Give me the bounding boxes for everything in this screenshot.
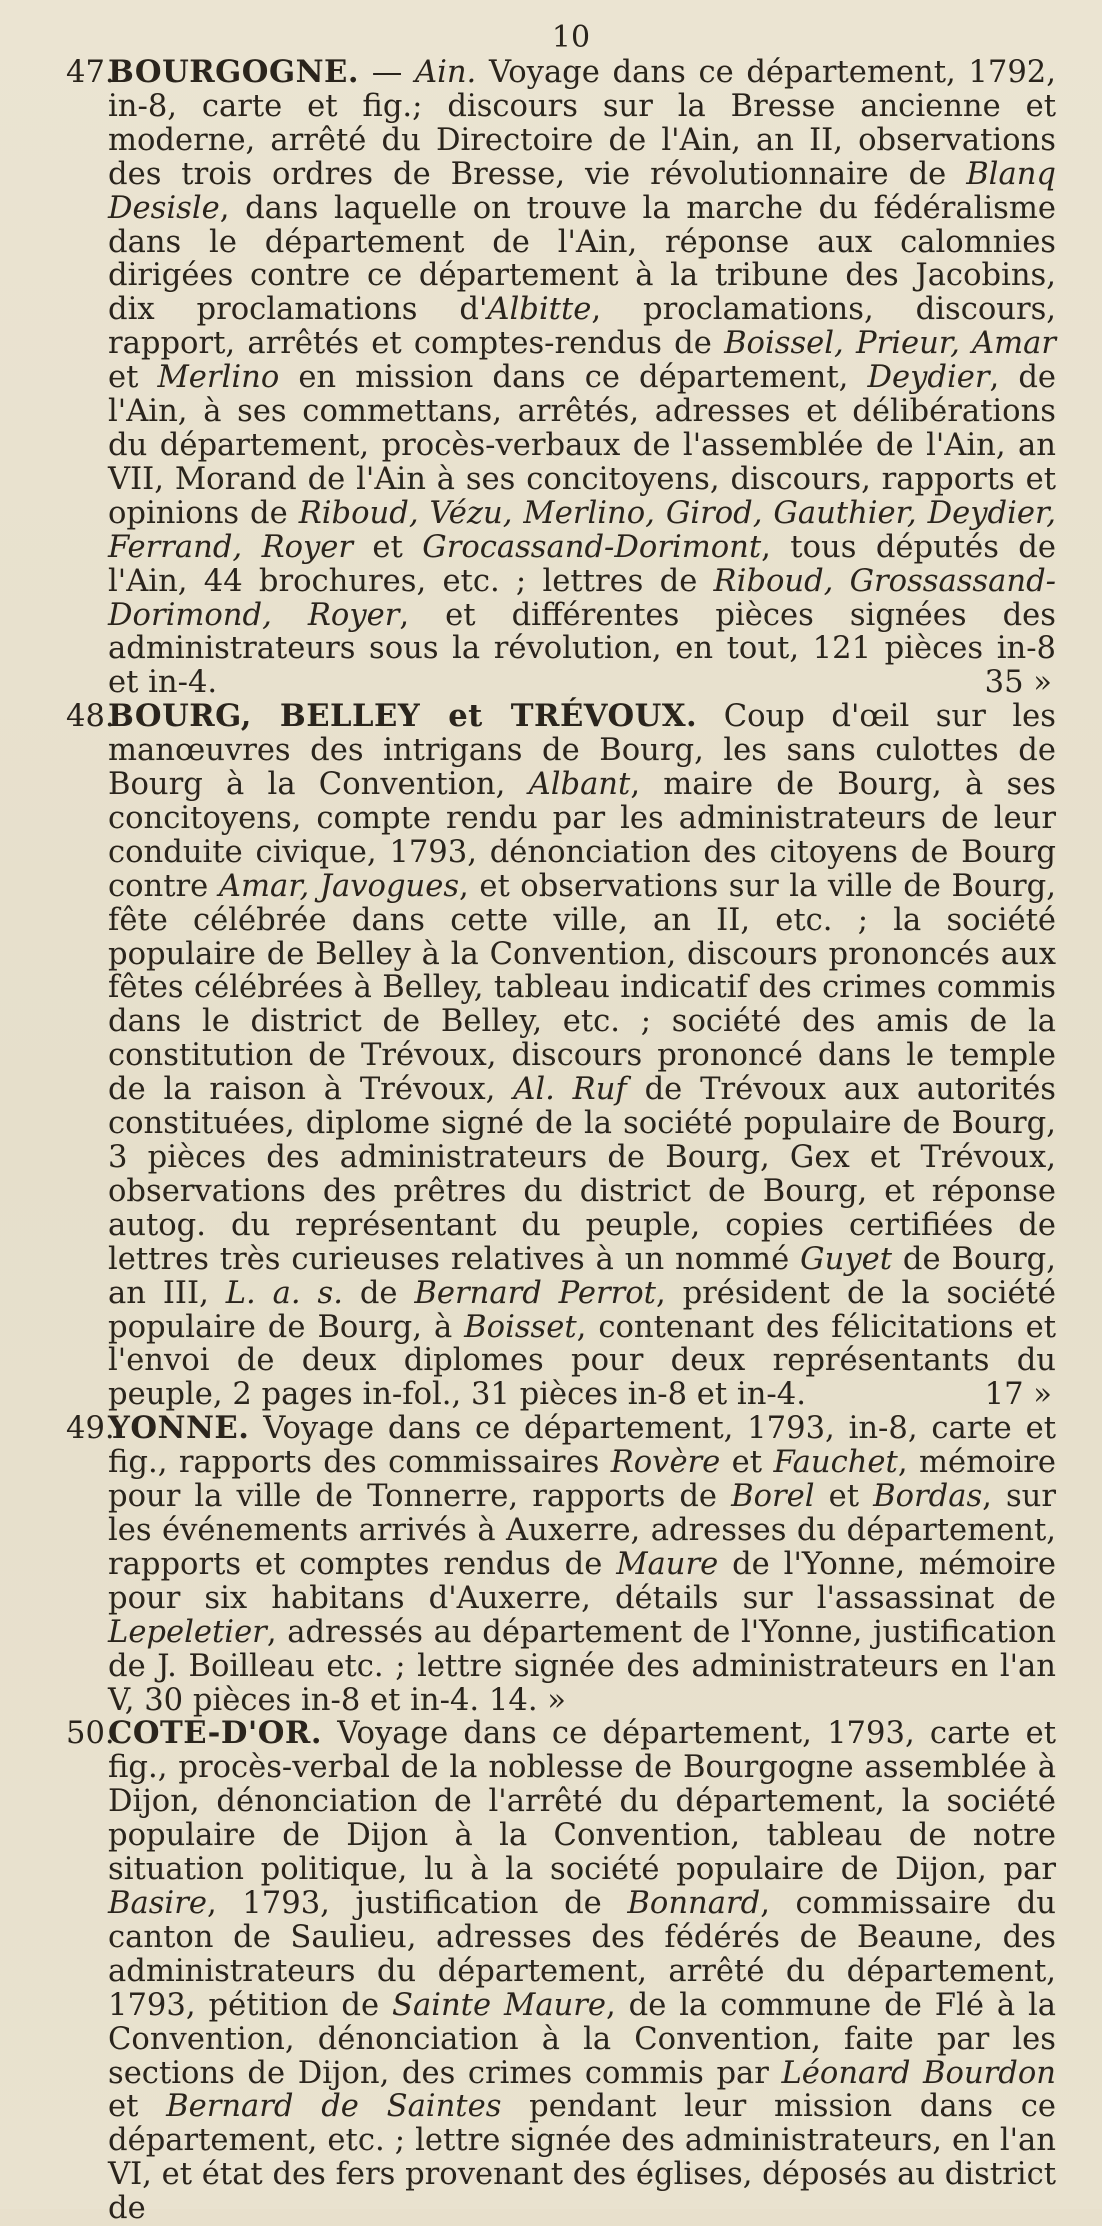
entry-name: Bernard de Saintes (166, 2089, 502, 2125)
entry-name: Deydier (867, 360, 990, 396)
catalogue-entry-49 (66, 1412, 1056, 1717)
entry-price: 35 » (984, 665, 1052, 701)
entry-text: , mémoire pour la ville de Tonnerre, rapports de (108, 1445, 1057, 1515)
entry-subject: Ain. (414, 55, 477, 90)
entry-name: Basire (108, 1885, 207, 1921)
entry-text: et (108, 360, 158, 396)
entry-name: L. a. s. (225, 1275, 343, 1311)
entry-body (108, 700, 1056, 1412)
entry-number: 48. (66, 699, 115, 735)
entry-name: Maure (616, 1546, 719, 1582)
entry-text: , président de la société populaire de Bourg, à (108, 1275, 1057, 1345)
entry-text: pendant leur mission dans ce département, etc. ; lettre signée des administrateurs, en l'an VI, et état des fers provenant des églises, déposés au district de (108, 2089, 1056, 2226)
entry-name: Amar, Javogues (218, 868, 460, 904)
entry-text: de (342, 1275, 415, 1311)
entry-text: Voyage dans ce département, 1793, carte et fig., procès-verbal de la noblesse de Bourgogne assemblée à Dijon, dénonciation de l'arrêté du département, la société populaire de Dijon à la Convention, tableau de notre situation politique, lu à la société populaire de Dijon, par (108, 1716, 1056, 1888)
entry-price-inline: 14. » (488, 1682, 566, 1718)
entry-title: BOURGOGNE. (108, 54, 360, 90)
entry-text: en mission dans ce département, (279, 360, 868, 396)
entry-name: Merlino (157, 360, 280, 396)
entry-text: Coup d'œil sur les manœuvres des intrigans de Bourg, les sans culottes de Bourg à la Convention, (108, 699, 1056, 803)
entry-dash: — (371, 55, 403, 90)
entry-title: BOURG, BELLEY et TRÉVOUX. (108, 698, 698, 735)
entry-number: 50. (66, 1716, 115, 1752)
entry-body (108, 56, 1056, 700)
entry-text: et (108, 2089, 167, 2125)
entry-name: Al. Ruf (513, 1072, 627, 1108)
catalogue-entry-50 (66, 1717, 1056, 2226)
catalogue-entry-48 (66, 700, 1056, 1412)
entry-name: Léonard Bourdon (781, 2055, 1056, 2091)
page-number: 10 (551, 20, 591, 55)
entry-title: YONNE. (108, 1410, 250, 1447)
entry-text: et (353, 529, 423, 565)
entry-text: , contenant des félicitations et l'envoi de deux diplomes pour deux représentants du peuple, 2 pages in-fol., 31 pièces in-8 et in-4. (108, 1309, 1056, 1413)
entry-text: , tous députés de l'Ain, 44 brochures, etc. ; lettres de (108, 529, 1056, 599)
entry-number: 49. (66, 1411, 115, 1447)
entry-text: , commissaire du canton de Saulieu, adresses des fédérés de Beaune, des administrateurs du département, arrêté du département, 1793, pétition de (108, 1885, 1056, 2023)
entry-name: Boissel, Prieur, Amar (724, 326, 1056, 362)
entry-name: Bonnard (627, 1885, 761, 1921)
catalogue-entry-47 (66, 56, 1056, 700)
entry-text: et (720, 1445, 774, 1481)
entry-text: de Bourg, an III, (108, 1241, 1056, 1311)
entry-name: Fauchet (773, 1445, 898, 1481)
entry-text: , et différentes pièces signées des administrateurs sous la révolution, en tout, 121 pièces in-8 et in-4. (108, 597, 1056, 701)
entry-price: 17 » (984, 1377, 1052, 1413)
entry-name: Sainte Maure (392, 1987, 607, 2023)
entry-text: , adressés au département de l'Yonne, justification de J. Boilleau etc. ; lettre signée des administrateurs en l'an V, 30 pièces in-8 et in-4. (108, 1614, 1056, 1718)
entry-name: Guyet (800, 1241, 892, 1277)
entry-text: , sur les événements arrivés à Auxerre, adresses du département, rapports et comptes rendus de (108, 1479, 1057, 1582)
entry-text: Voyage dans ce département, 1792, in-8, carte et fig.; discours sur la Bresse ancienne et moderne, arrêté du Directoire de l'Ain, an II, observations des trois ordres de Bresse, vie révolutionnaire de (108, 55, 1056, 192)
entry-name: Riboud, Grossassand-Dorimond, Royer (108, 563, 1057, 633)
entry-text: de l'Yonne, mémoire pour six habitans d'Auxerre, détails sur l'assassinat de (108, 1546, 1056, 1616)
entry-text: Voyage dans ce département, 1793, in-8, carte et fig., rapports des commissaires (108, 1411, 1056, 1481)
entry-text: , maire de Bourg, à ses concitoyens, compte rendu par les administrateurs de leur conduite civique, 1793, dénonciation des citoyens de Bourg contre (108, 767, 1056, 904)
entry-text: , proclamations, discours, rapport, arrêtés et comptes-rendus de (108, 292, 1056, 362)
entry-text: , de la commune de Flé à la Convention, dénonciation à la Convention, faite par les sections de Dijon, des crimes commis par (108, 1987, 1057, 2091)
entry-body (108, 1412, 1056, 1717)
entry-text: , et observations sur la ville de Bourg, fête célébrée dans cette ville, an II, etc. ; la société populaire de Belley à la Convention, discours prononcés aux fêtes célébrées à Belley, tableau indicatif des crimes commis dans le district de Belley, etc. ; société des amis de la constitution de Trévoux, discours prononcé dans le temple de la raison à Trévoux, (108, 868, 1056, 1108)
entry-number: 47. (66, 55, 115, 90)
entry-text: et (814, 1479, 874, 1515)
entry-text: , dans laquelle on trouve la marche du fédéralisme dans le département de l'Ain, réponse aux calomnies dirigées contre ce département à la tribune des Jacobins, dix proclamations d' (108, 190, 1056, 328)
entry-name: Lepeletier (108, 1614, 267, 1650)
entry-text: de Trévoux aux autorités constituées, diplome signé de la société populaire de Bourg, 3 pièces des administrateurs de Bourg, Gex et Trévoux, observations des prêtres du district de Bourg, et réponse autog. du représentant du peuple, copies certifiées de lettres très curieuses relatives à un nommé (108, 1072, 1057, 1277)
entry-name: Albant (528, 767, 631, 803)
entry-name: Grocassand-Dorimont (422, 529, 762, 565)
entry-text: , 1793, justification de (206, 1885, 628, 1921)
entry-name: Rovère (610, 1445, 721, 1481)
entry-name: Boisset (464, 1309, 577, 1345)
entry-name: Bernard Perrot (414, 1275, 656, 1311)
entry-name: Bordas (873, 1479, 983, 1515)
entry-name: Borel (731, 1479, 815, 1515)
entry-title: COTE-D'OR. (108, 1715, 322, 1752)
entry-name: Albitte (487, 292, 592, 328)
entry-name: Blanq Desisle (108, 156, 1056, 226)
entry-text: , de l'Ain, à ses commettans, arrêtés, adresses et délibérations du département, procès-verbaux de l'assemblée de l'Ain, an VII, Morand de l'Ain à ses concitoyens, discours, rapports et opinions de (108, 360, 1057, 531)
entry-name: Riboud, Vézu, Merlino, Girod, Gauthier, Deydier, Ferrand, Royer (108, 495, 1056, 565)
entry-body (108, 1717, 1056, 2226)
